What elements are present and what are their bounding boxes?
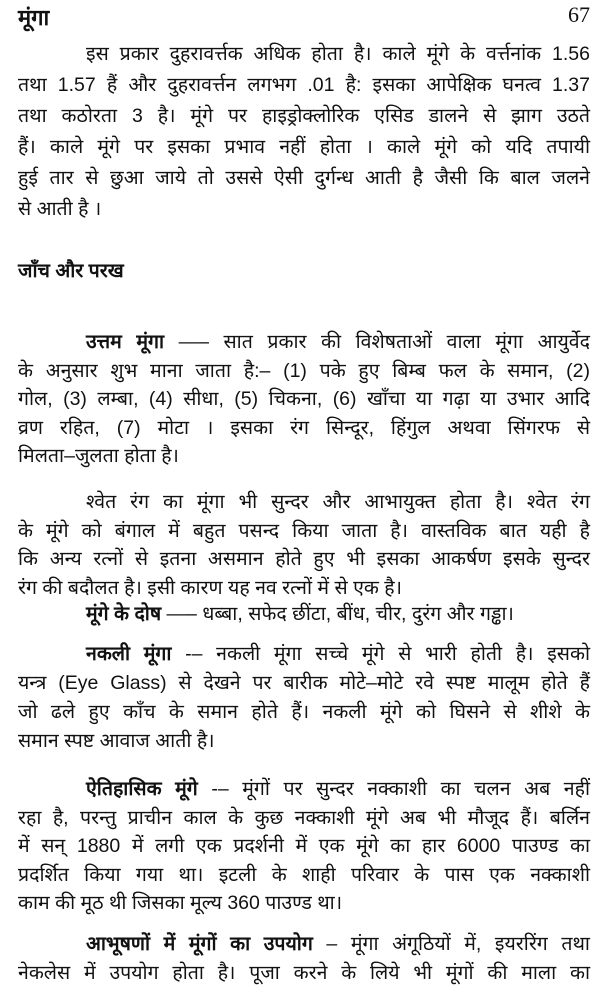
paragraph-2-line — [18, 385, 590, 413]
paragraph-1-line — [18, 164, 590, 192]
line-text: श्वेत रंग का मूंगा भी सुन्दर और आभायुक्त होता है। श्वेत रंग — [86, 491, 590, 513]
line-text: रहा है, परन्तु प्राचीन काल के कुछ नक्काशी मूंगे अब भी मौजूद हैं। बर्लिन — [18, 806, 590, 829]
line-text: के मूंगे को बंगाल में बहुत पसन्द किया जाता है। वास्तविक बात यही है — [18, 519, 590, 542]
paragraph-7-line — [86, 930, 590, 958]
paragraph-5-line — [18, 698, 590, 726]
line-text: तथा कठोरता 3 है। मूंगे पर हाइड्रोक्लोरिक एसिड डालने से झाग उठते — [18, 105, 590, 127]
line-text: के अनुसार शुभ माना जाता है:– (1) पके हुए बिम्ब फल के समान, (2) — [18, 359, 590, 382]
line-text: नेकलेस में उपयोग होता है। पूजा करने के लिये भी मूंगों की माला का — [18, 961, 590, 984]
line-text: हैं। काले मूंगे पर इसका प्रभाव नहीं होता । काले मूंगे को यदि तपायी — [18, 136, 590, 158]
paragraph-1-line — [18, 71, 590, 99]
line-text: – मूंगा अंगूठियों में, इयररिंग तथा — [312, 933, 590, 955]
paragraph-2-line — [18, 442, 590, 470]
paragraph-lead-term: आभूषणों में मूंगों का उपयोग — [86, 933, 313, 955]
paragraph-lead-term: उत्तम मूंगा — [86, 331, 165, 353]
line-text: -– नकली मूंगा सच्चे मूंगे से भारी होती है। इसको — [171, 643, 590, 665]
paragraph-2-line — [18, 414, 590, 442]
paragraph-2-line — [86, 328, 590, 356]
paragraph-3-line — [86, 488, 590, 516]
paragraph-7-line — [18, 959, 590, 987]
line-text: तथा 1.57 हैं और दुहरावर्त्तन लगभग .01 है: इसका आपेक्षिक घनत्व 1.37 — [18, 74, 590, 96]
paragraph-6-line — [18, 889, 590, 917]
line-text: रंग की बदौलत है। इसी कारण यह नव रत्नों में से एक है। — [18, 576, 403, 599]
line-text: हुई तार से छुआ जाये तो उससे ऐसी दुर्गन्ध आती है जैसी कि बाल जलने — [18, 167, 590, 189]
line-text: -– मूंगों पर सुन्दर नक्काशी का चलन अब नहीं — [197, 778, 590, 800]
paragraph-6-line — [18, 861, 590, 889]
line-text: यन्त्र (Eye Glass) से देखने पर बारीक मोटे–मोटे रवे स्पष्ट मालूम होते हैं — [18, 672, 590, 694]
paragraph-1-line — [18, 195, 590, 223]
paragraph-lead-term: ऐतिहासिक मूंगे — [86, 778, 198, 800]
paragraph-5-line — [86, 640, 590, 668]
paragraph-3-line — [18, 517, 590, 545]
paragraph-1-line — [18, 102, 590, 130]
paragraph-6-line — [18, 804, 590, 832]
paragraph-lead-term: नकली मूंगा — [86, 643, 172, 665]
paragraph-5-line — [18, 727, 590, 755]
paragraph-6-line — [18, 832, 590, 860]
line-text: कि अन्य रत्नों से इतना असमान होते हुए भी इसका आकर्षण इसके सुन्दर — [18, 548, 590, 570]
line-text: इस प्रकार दुहरावर्त्तक अधिक होता है। काले मूंगे के वर्त्तनांक 1.56 — [86, 43, 590, 65]
line-text: काम की मूठ थी जिसका मूल्य 360 पाउण्ड था। — [18, 892, 343, 914]
line-text: में सन् 1880 में लगी एक प्रदर्शनी में एक मूंगे का हार 6000 पाउण्ड का — [18, 835, 590, 857]
line-text: व्रण रहित, (7) मोटा । इसका रंग सिन्दूर, हिंगुल अथवा सिंगरफ से — [18, 416, 590, 439]
line-text: से आती है । — [18, 198, 102, 220]
line-text: मिलता–जुलता होता है। — [18, 445, 179, 467]
line-text: प्रदर्शित किया गया था। इटली के शाही परिवार के पास एक नक्काशी — [18, 863, 590, 886]
section-heading: जाँच और परख — [18, 260, 124, 282]
paragraph-lead-term: मूंगे के दोष — [86, 603, 162, 625]
paragraph-1-line — [18, 133, 590, 161]
paragraph-2-line — [18, 357, 590, 385]
paragraph-3-line — [18, 545, 590, 573]
line-text: —– सात प्रकार की विशेषताओं वाला मूंगा आयुर्वेद — [164, 331, 591, 353]
line-text: जो ढले हुए काँच के समान होते हैं। नकली मूंगे को घिसने से शीशे के — [18, 701, 590, 723]
running-title: मूंगा — [18, 5, 50, 30]
paragraph-5-line — [18, 669, 590, 697]
paragraph-3-line — [18, 574, 590, 602]
page-number: 67 — [568, 2, 590, 27]
line-text: —– धब्बा, सफेद छींटा, बींध, चीर, दुरंग और गड्ढा। — [161, 603, 514, 625]
paragraph-6-line — [86, 775, 590, 803]
paragraph-1-line — [86, 40, 590, 68]
line-text: समान स्पष्ट आवाज आती है। — [18, 730, 215, 752]
line-text: गोल, (3) लम्बा, (4) सीधा, (5) चिकना, (6) खाँचा या गढ़ा या उभार आदि — [18, 388, 590, 410]
paragraph-4-line — [86, 600, 590, 628]
